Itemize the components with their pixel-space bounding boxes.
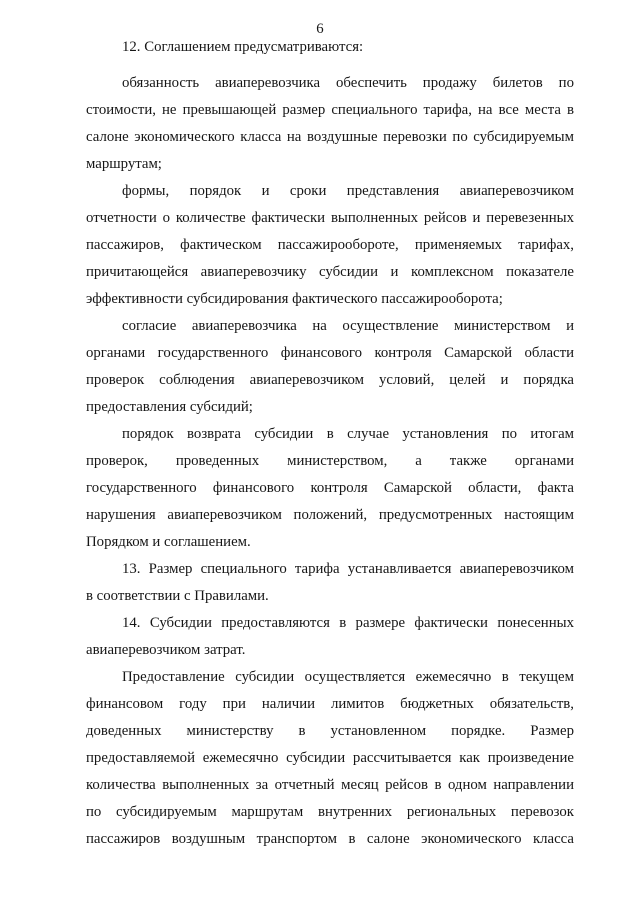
- item-reporting-forms: [86, 178, 574, 313]
- text-line: эффективности субсидирования фактического пассажирооборота;: [86, 291, 503, 307]
- text-line: проверок соблюдения авиаперевозчиком условий, целей и порядка: [86, 372, 574, 388]
- subsidy-calculation-paragraph: [86, 664, 574, 853]
- item-ticket-price-obligation: [86, 70, 574, 178]
- text-line: 13. Размер специального тарифа устанавливается авиаперевозчиком: [122, 561, 574, 577]
- text-line: количества выполненных за отчетный месяц рейсов в одном направлении: [86, 777, 574, 793]
- clause-12-heading: [86, 34, 574, 61]
- text-line: формы, порядок и сроки представления авиаперевозчиком: [122, 183, 574, 199]
- item-subsidy-refund: [86, 421, 574, 556]
- text-line: маршрутам;: [86, 156, 162, 172]
- text-line: предоставляемой ежемесячно субсидии рассчитывается как произведение: [86, 750, 574, 766]
- text-line: согласие авиаперевозчика на осуществление министерством и: [122, 318, 574, 334]
- text-line: Порядком и соглашением.: [86, 534, 251, 550]
- text-line: нарушения авиаперевозчиком положений, предусмотренных настоящим: [86, 507, 574, 523]
- page-number: 6: [316, 21, 324, 37]
- text-line: обязанность авиаперевозчика обеспечить продажу билетов по: [122, 75, 574, 91]
- text-line: пассажиров, фактическом пассажирообороте, применяемых тарифах,: [86, 237, 574, 253]
- text-line: 14. Субсидии предоставляются в размере фактически понесенных: [122, 615, 574, 631]
- text-line: в соответствии с Правилами.: [86, 588, 269, 604]
- text-line: отчетности о количестве фактически выполненных рейсов и перевезенных: [86, 210, 574, 226]
- text-line: предоставления субсидий;: [86, 399, 253, 415]
- clause-13: [86, 556, 574, 610]
- text-line: финансовом году при наличии лимитов бюджетных обязательств,: [86, 696, 574, 712]
- text-line: причитающейся авиаперевозчику субсидии и комплексном показателе: [86, 264, 574, 280]
- text-line: салоне экономического класса на воздушные перевозки по субсидируемым: [86, 129, 574, 145]
- clause-14: [86, 610, 574, 664]
- item-audit-consent: [86, 313, 574, 421]
- text-line: государственного финансового контроля Самарской области, факта: [86, 480, 574, 496]
- text-line: органами государственного финансового контроля Самарской области: [86, 345, 574, 361]
- text-line: стоимости, не превышающей размер специального тарифа, на все места в: [86, 102, 574, 118]
- text-line: проверок, проведенных министерством, а также органами: [86, 453, 574, 469]
- text-line: по субсидируемым маршрутам внутренних региональных перевозок: [86, 804, 574, 820]
- text-line: доведенных министерству в установленном порядке. Размер: [86, 723, 574, 739]
- text-line: Предоставление субсидии осуществляется ежемесячно в текущем: [122, 669, 574, 685]
- text-line: авиаперевозчиком затрат.: [86, 642, 246, 658]
- text-line: порядок возврата субсидии в случае установления по итогам: [122, 426, 574, 442]
- document-body: [86, 34, 574, 853]
- text-line: пассажиров воздушным транспортом в салоне экономического класса: [86, 831, 574, 847]
- text-line: 12. Соглашением предусматриваются:: [122, 39, 364, 55]
